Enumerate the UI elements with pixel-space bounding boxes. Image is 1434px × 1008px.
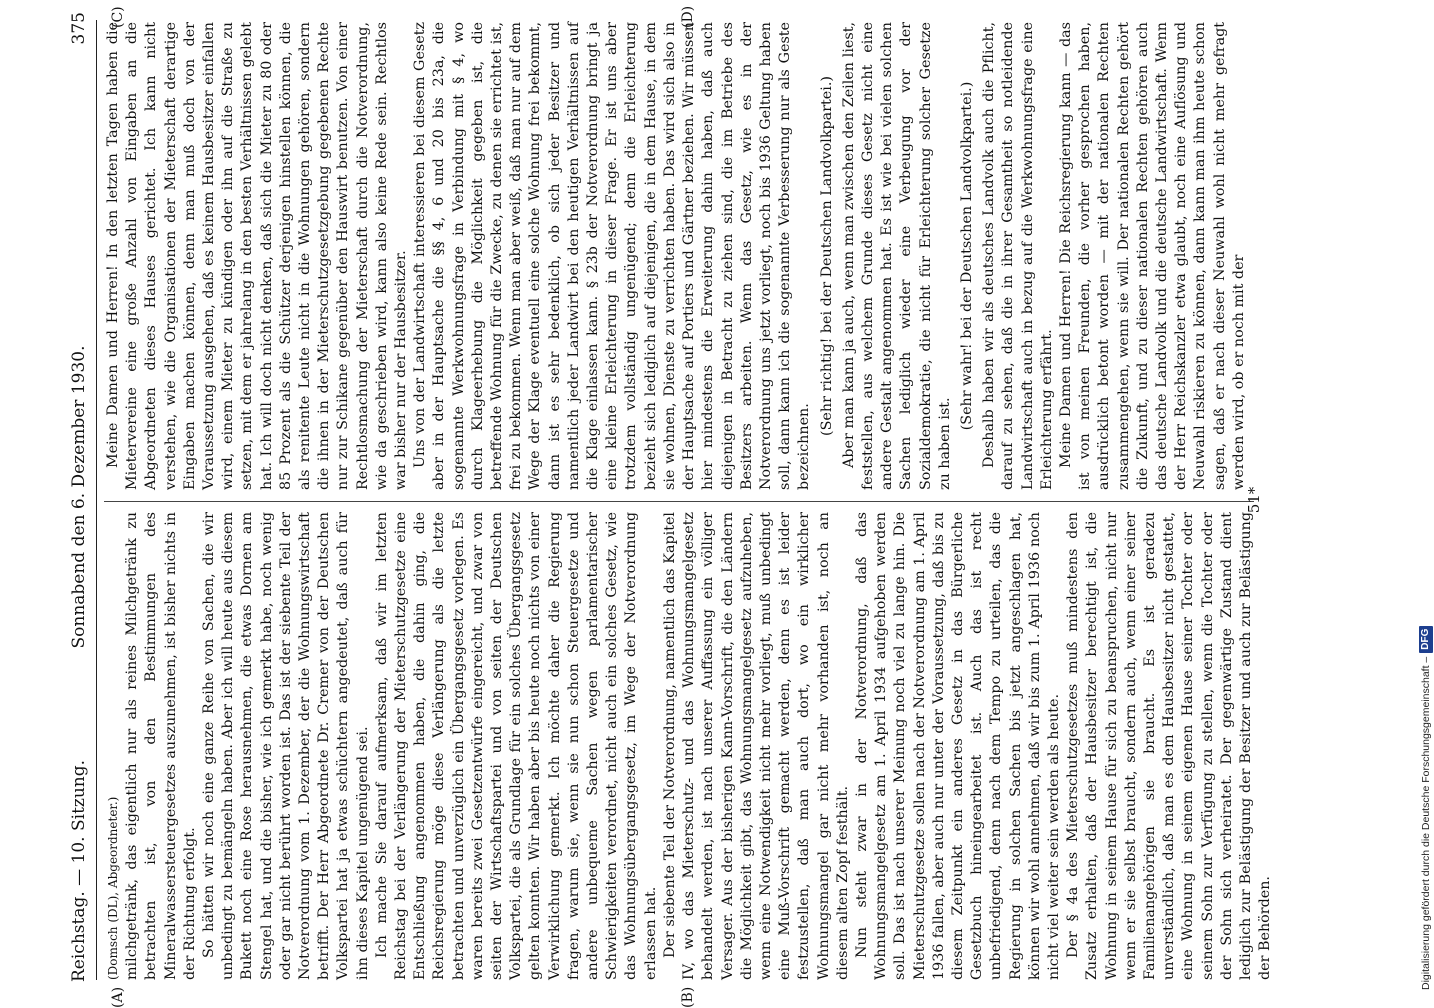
paragraph: Ich mache Sie darauf aufmerksam, daß wir im letzten Reichstag bei der Verlängerung der Mieterschutzgesetze eine Entschließung angenommen haben, die dahin ging, die Reichsregierung möge diese Verlängerung als die letzte betrachten und unverzüglich ein Übergangsgesetz vorlegen. Es waren bereits zwei Gesetzentwürfe eingereicht, und zwar von seiten der Wirtschaftspartei und von seiten der Deutschen Volkspartei, die als Grundlage für ein solches Übergangsgesetz gelten konnten. Wir haben aber bis heute noch nichts von einer Verwirklichung gemerkt. Ich möchte daher die Regierung fragen, warum sie, wenn sie nun schon Steuergesetze und andere unbequeme Sachen wegen parlamentarischer Schwierigkeiten verordnet, nicht auch ein solches Gesetz, wie das Wohnungsübergangsgesetz, im Wege der Notverordnung erlassen hat. — [373, 512, 659, 980]
paragraph: Der § 4a des Mieterschutzgesetzes muß mindestens den Zusatz erhalten, daß der Hausbesitzer berechtigt ist, die Wohnung in seinem Hause für sich zu beanspruchen, nicht nur wenn er sie selbst braucht, sondern auch, wenn einer seiner Familienangehörigen sie braucht. Es ist geradezu unverständlich, daß man es dem Hausbesitzer nicht gestattet, eine Wohnung in seinem eigenen Hause seiner Tochter oder seinem Sohn zur Verfügung zu stellen, wenn die Tochter oder der Sohn sich verheiratet. Der gegenwärtige Zustand dient lediglich zur Belästigung der Besitzer und auch zur Belästigung der Behörden. — [1065, 512, 1274, 980]
header-rule — [96, 20, 97, 980]
page-header — [64, 12, 94, 982]
dfg-logo: DFG — [1419, 626, 1433, 653]
digitization-note — [1418, 10, 1434, 990]
column-divider — [104, 501, 1254, 502]
paragraph: Deshalb haben wir als deutsches Landvolk auch die Pflicht, darauf zu sehen, daß die in ihrer Gesamtheit so notleidende Landwirtschaft auch in bezug auf die Werkwohnungsfrage eine Erleichterung erfährt. — [981, 22, 1055, 490]
interjection: (Sehr wahr! bei der Deutschen Landvolkpartei.) — [958, 81, 975, 431]
rotated-page — [60, 0, 1300, 1008]
margin-letter-d: (D) — [680, 5, 696, 28]
paragraph: Meine Damen und Herren! In den letzten Tagen haben die Mietervereine eine große Anzahl von Eingaben an die Abgeordneten dieses Hauses gerichtet. Ich kann nicht verstehen, wie die Organisationen der Mieterschaft derartige Eingaben machen können, denn man muß doch von der Voraussetzung ausgehen, daß es keinem Hausbesitzer einfallen wird, einem Mieter zu kündigen oder ihn auf die Straße zu setzen, mit dem er jahrelang in den besten Verhältnissen gelebt hat. Ich will doch nicht denken, daß sich die Mieter zu 80 oder 85 Prozent als die Schützer derjenigen hinstellen können, die als renitente Leute nicht in die Wohnungen gehören, sondern die ihnen in der Mieterschutzgesetzgebung gegebenen Rechte nur zur Schikane gegenüber den Hauswirt benutzen. Von einer Rechtlosmachung der Mieterschaft durch die Notverordnung, wie da geschrieben wird, kann also keine Rede sein. Rechtlos war bisher nur der Hausbesitzer. — [105, 22, 410, 490]
right-column — [104, 22, 1249, 490]
left-column — [104, 512, 1275, 980]
header-date: Sonnabend den 6. Dezember 1930. — [69, 345, 89, 649]
paragraph: Der siebente Teil der Notverordnung, namentlich das Kapitel IV, wo das Mieterschutz- und das Wohnungsmangelgesetz behandelt werden, ist nach unserer Auffassung ein völliger Versager. Aus der bisherigen Kann-Vorschrift, die den Ländern die Möglichkeit gibt, das Wohnungsmangelgesetz aufzuheben, wenn eine Notwendigkeit nicht mehr vorliegt, muß unbedingt eine Muß-Vorschrift gemacht werden, denn es ist leider festzustellen, daß man auch dort, wo ein wirklicher Wohnungsmangel gar nicht mehr vorhanden ist, noch an diesem alten Zopf festhält. — [661, 512, 851, 980]
paragraph: Nun steht zwar in der Notverordnung, daß das Wohnungsmangelgesetz am 1. April 1934 aufgehoben werden soll. Das ist nach unserer Meinung noch viel zu lange hin. Die Mieterschutzgesetze sollen nach der Notverordnung am 1. April 1936 fallen, aber auch nur unter der Voraussetzung, daß bis zu diesem Zeitpunkt ein anderes Gesetz in das Bürgerliche Gesetzbuch hineingearbeitet ist. Auch das ist recht unbefriedigend, denn nach dem Tempo zu urteilen, das die Regierung in solchen Sachen bis jetzt angeschlagen hat, können wir wohl annehmen, daß wir bis zum 1. April 1936 noch nicht viel weiter sein werden als heute. — [853, 512, 1062, 980]
paragraph: Uns von der Landwirtschaft interessieren bei diesem Gesetz aber in der Hauptsache die §§ 4, 6 und 20 bis 23a, die sogenannte Werkwohnungsfrage in Verbindung mit § 4, wo durch Klageerhebung die Möglichkeit gegeben ist, die betreffende Wohnung für die Zwecke, zu denen sie errichtet ist, frei zu bekommen. Wenn man aber weiß, daß man nur auf dem Wege der Klage eventuell eine solche Wohnung frei bekommt, dann ist es sehr bedenklich, ob sich jeder Besitzer und namentlich jeder Landwirt bei den heutigen Verhältnissen auf die Klage einlassen kann. § 23b der Notverordnung bringt ja eine kleine Erleichterung in dieser Frage. Er ist uns aber trotzdem vollständig ungenügend; denn die Erleichterung bezieht sich lediglich auf diejenigen, die in dem Hause, in dem sie wohnen, Dienste zu verrichten haben. Das wird sich also in der Hauptsache auf Portiers und Gärtner beziehen. Wir müssen hier mindestens die Erweiterung dahin haben, daß auch diejenigen in Betracht zu ziehen sind, die im Betriebe des Besitzers arbeiten. Wenn das Gesetz, wie es in der Notverordnung uns jetzt vorliegt, noch bis 1936 Geltung haben soll, dann kann ich die sogenannte Verbesserung nur als Geste bezeichnen. — [412, 22, 813, 490]
margin-letter-a: (A) — [110, 986, 126, 1008]
margin-letter-c: (C) — [110, 6, 126, 28]
paragraph: milchgetränk, das eigentlich nur als reines Milchgetränk zu betrachten ist, von den Bestimmungen des Mineralwassersteuergesetzes auszunehmen, ist bisher nichts in der Richtung erfolgt. — [124, 512, 198, 980]
page-number: 375 — [69, 12, 89, 45]
paragraph: Aber man kann ja auch, wenn man zwischen den Zeilen liest, feststellen, aus welchem Grunde dieses Gesetz nicht eine andere Gestalt angenommen hat. Es ist wie bei vielen solchen Sachen lediglich wieder eine Verbeugung vor der Sozialdemokratie, die nicht für Erleichterung solcher Gesetze zu haben ist. — [840, 22, 953, 490]
speaker-line: (Domsch (DL), Abgeordneter.) — [106, 796, 120, 980]
header-left: Reichstag. — 10. Sitzung. — [69, 759, 89, 982]
paragraph: Meine Damen und Herren! Die Reichsregierung kann — das ist von meinen Freunden, die vorher gesprochen haben, ausdrücklich betont worden — mit der nationalen Rechten zusammengehen, wenn sie will. Der nationalen Rechten gehört die Zukunft, und zu dieser nationalen Rechten gehören auch das deutsche Landvolk und die deutsche Landwirtschaft. Wenn der Herr Reichskanzler etwa glaubt, noch eine Auflösung und Neuwahl riskieren zu können, dann kann man ihm heute schon sagen, daß er nach dieser Neuwahl wohl nicht mehr gefragt werden wird, ob er noch mit der — [1057, 22, 1247, 490]
margin-letter-b: (B) — [680, 986, 696, 1008]
paragraph: So hätten wir noch eine ganze Reihe von Sachen, die wir unbedingt zu bemängeln haben. Aber ich will heute aus diesem Bukett noch eine Rose herausnehmen, die etwas Dornen am Stengel hat, und die bisher, wie ich gemerkt habe, noch wenig oder gar nicht berührt worden ist. Das ist der siebente Teil der Notverordnung vom 1. Dezember, der die Wohnungswirtschaft betrifft. Der Herr Abgeordnete Dr. Cremer von der Deutschen Volkspartei hat ja etwas schüchtern angedeutet, daß auch für ihn dieses Kapitel ungenügend sei. — [201, 512, 371, 980]
signature-mark: 51* — [1245, 486, 1263, 514]
interjection: (Sehr richtig! bei der Deutschen Landvolkpartei.) — [818, 76, 835, 436]
digitization-text: Digitalisierung gefördert durch die Deutsche Forschungsgemeinschaft – — [1420, 656, 1432, 990]
